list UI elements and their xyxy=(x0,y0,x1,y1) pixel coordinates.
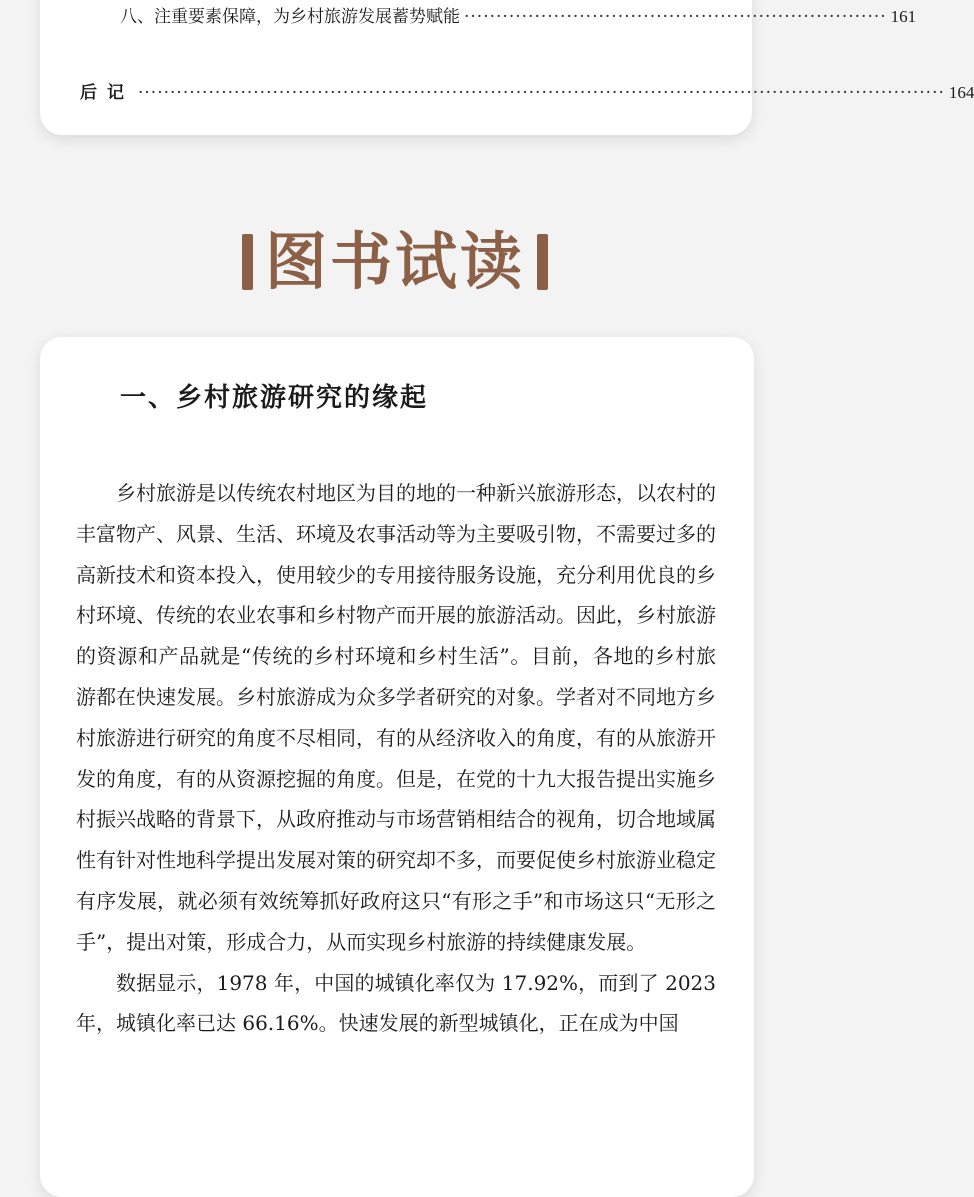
toc-entry[interactable] xyxy=(120,2,917,27)
paragraph: 数据显示，1978 年，中国的城镇化率仅为 17.92%，而到了 2023 年，城镇化率已达 66.16%。快速发展的新型城镇化，正在成为中国 xyxy=(76,970,716,1036)
paragraph: 乡村旅游是以传统农村地区为目的地的一种新兴旅游形态，以农村的丰富物产、风景、生活、环境及农事活动等为主要吸引物，不需要过多的高新技术和资本投入，使用较少的专用接待服务设施，充分利用优良的乡村环境、传统的农业农事和乡村物产而开展的旅游活动。因此，乡村旅游的资源和产品就是“传统的乡村环境和乡村生活”。目前，各地的乡村旅游都在快速发展。乡村旅游成为众多学者研究的对象。学者对不同地方乡村旅游进行研究的角度不尽相同，有的从经济收入的角度，有的从旅游开发的角度，有的从资源挖掘的角度。但是，在党的十九大报告提出实施乡村振兴战略的背景下，从政府推动与市场营销相结合的视角，切合地域属性有针对性地科学提出发展对策的研究却不多，而要促使乡村旅游业稳定有序发展，就必须有效统筹抓好政府这只“有形之手”和市场这只“无形之手”，提出对策，形成合力，从而实现乡村旅游的持续健康发展。 xyxy=(76,481,716,954)
toc-leader-dots: ······························································································································ xyxy=(138,83,945,103)
section-heading xyxy=(0,224,790,300)
heading-left-bar xyxy=(242,234,253,290)
toc-entry-label: 后记 xyxy=(80,83,134,103)
toc-entry[interactable] xyxy=(80,78,974,103)
chapter-title: 一、乡村旅游研究的缘起 xyxy=(120,383,429,413)
section-title: 图书试读 xyxy=(264,225,525,298)
toc-entry-page: 164 xyxy=(948,83,974,102)
heading-right-bar xyxy=(537,234,548,290)
body-text xyxy=(76,473,716,1044)
toc-entry-label: 八、注重要素保障，为乡村旅游发展蓄势赋能 xyxy=(120,7,460,27)
reading-sample-card xyxy=(40,337,754,1197)
toc-leader-dots: ·································································· xyxy=(464,7,887,27)
toc-entry-page: 161 xyxy=(890,7,917,26)
table-of-contents-card xyxy=(40,0,974,135)
